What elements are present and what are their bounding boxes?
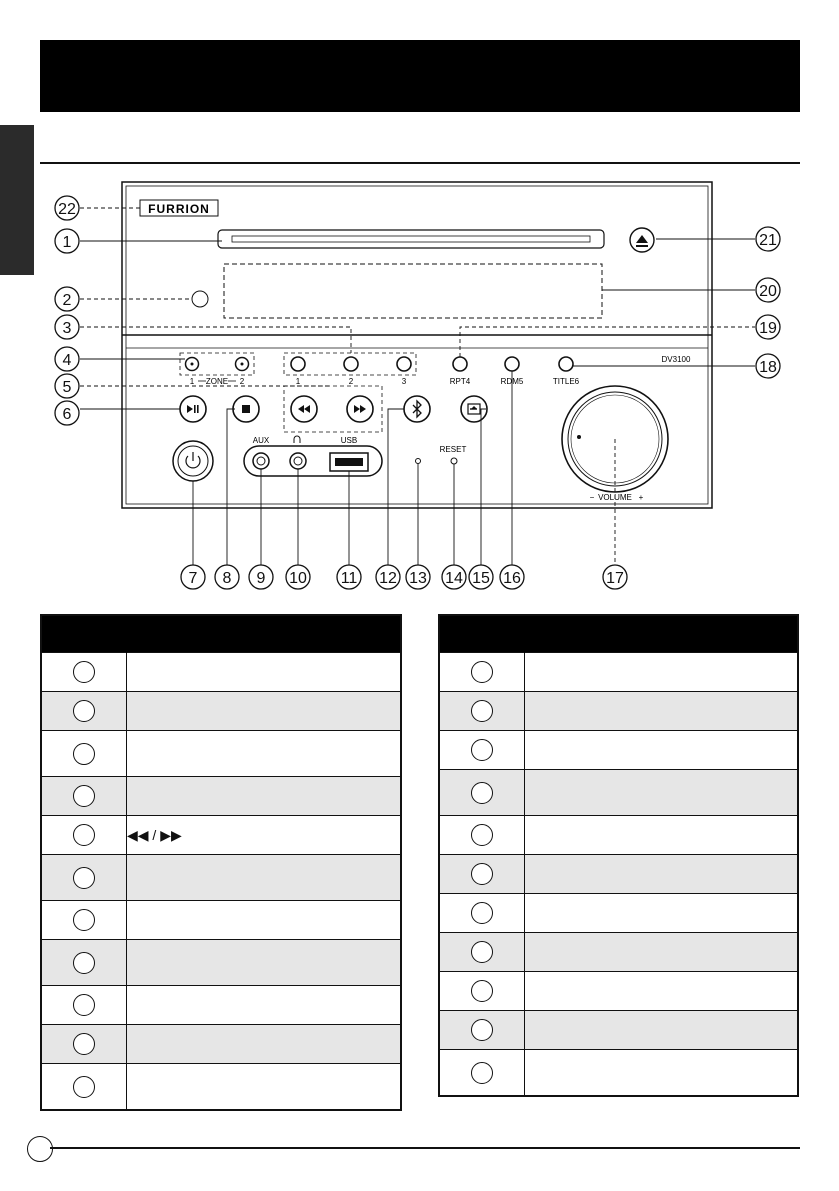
row-description [525, 692, 799, 731]
usb-label: USB [340, 436, 358, 445]
row-number-cell [41, 986, 127, 1025]
header-rule [40, 162, 800, 164]
table-row [439, 653, 798, 692]
table-row [41, 940, 401, 986]
row-number-circle [471, 824, 493, 846]
callout-1: 1 [62, 234, 72, 251]
callout-8: 8 [222, 570, 232, 587]
page-number-circle [27, 1136, 53, 1162]
preset-2-button [344, 357, 358, 371]
callout-9: 9 [256, 570, 266, 587]
table-row [41, 901, 401, 940]
row-number-cell [41, 901, 127, 940]
title-bar [40, 40, 800, 112]
rdm-label: RDM5 [500, 377, 524, 386]
row-description [127, 653, 402, 692]
callout-6: 6 [62, 406, 72, 423]
row-number-circle [471, 782, 493, 804]
row-number-circle [471, 863, 493, 885]
callout-19: 19 [759, 320, 777, 337]
table-row [41, 1064, 401, 1111]
row-number-cell [439, 972, 525, 1011]
row-number-cell [439, 933, 525, 972]
preset-1-label: 1 [295, 377, 301, 386]
row-number-cell [439, 653, 525, 692]
callout-14: 14 [445, 570, 463, 587]
row-description [127, 1064, 402, 1111]
table-row [41, 986, 401, 1025]
repeat-button [453, 357, 467, 371]
row-description [127, 986, 402, 1025]
row-number-circle [471, 902, 493, 924]
table-row [439, 1011, 798, 1050]
row-number-circle [471, 1019, 493, 1041]
row-number-circle [471, 739, 493, 761]
row-number-cell [41, 855, 127, 901]
row-description [127, 692, 402, 731]
table-row [41, 731, 401, 777]
preset-3-button [397, 357, 411, 371]
table-header-row [41, 615, 401, 653]
table-row [439, 1050, 798, 1097]
row-number-cell [41, 1025, 127, 1064]
row-description [525, 1050, 799, 1097]
row-description [525, 1011, 799, 1050]
row-description [525, 770, 799, 816]
row-number-cell [439, 894, 525, 933]
table-row [41, 816, 401, 855]
reset-label: RESET [439, 445, 467, 454]
brand-logo: FURRION [148, 202, 210, 216]
row-number-circle [73, 952, 95, 974]
callout-2: 2 [62, 292, 72, 309]
table-row [439, 731, 798, 770]
row-number-cell [439, 1050, 525, 1097]
row-number-circle [73, 824, 95, 846]
row-number-cell [439, 731, 525, 770]
callout-7: 7 [188, 570, 198, 587]
row-description [525, 653, 799, 692]
preset-3-label: 3 [401, 377, 407, 386]
callout-10: 10 [289, 570, 307, 587]
row-number-cell [439, 1011, 525, 1050]
volume-label: VOLUME [598, 493, 632, 502]
row-number-cell [41, 816, 127, 855]
table-row [439, 692, 798, 731]
table-row [439, 933, 798, 972]
table-row [41, 855, 401, 901]
row-number-cell [41, 777, 127, 816]
row-description [525, 855, 799, 894]
callout-21: 21 [759, 232, 777, 249]
row-number-circle [73, 661, 95, 683]
preset-1-button [291, 357, 305, 371]
row-number-circle [73, 743, 95, 765]
row-number-circle [73, 700, 95, 722]
callout-22: 22 [58, 201, 76, 218]
row-description [127, 940, 402, 986]
row-number-cell [41, 692, 127, 731]
row-number-cell [41, 1064, 127, 1111]
row-description [127, 901, 402, 940]
row-number-circle [73, 867, 95, 889]
table-row [439, 894, 798, 933]
row-number-circle [471, 980, 493, 1002]
row-number-circle [471, 941, 493, 963]
controls-table-left [40, 614, 402, 1111]
zone-1-label: 1 [189, 377, 195, 386]
row-number-cell [41, 653, 127, 692]
table-row [439, 816, 798, 855]
aux-label: AUX [252, 436, 270, 445]
callout-4: 4 [62, 352, 72, 369]
callout-3: 3 [62, 320, 72, 337]
table-row [439, 972, 798, 1011]
row-description [127, 855, 402, 901]
random-button [505, 357, 519, 371]
callout-13: 13 [409, 570, 427, 587]
callout-17: 17 [606, 570, 624, 587]
row-number-cell [439, 816, 525, 855]
zone-2-label: 2 [239, 377, 245, 386]
row-description [525, 972, 799, 1011]
row-description [525, 816, 799, 855]
row-number-circle [73, 909, 95, 931]
device-diagram [0, 170, 839, 595]
callout-20: 20 [759, 283, 777, 300]
stop-icon [242, 405, 250, 413]
table-row [439, 770, 798, 816]
preset-2-label: 2 [348, 377, 354, 386]
row-number-circle [471, 700, 493, 722]
row-number-circle [471, 661, 493, 683]
table-row [41, 692, 401, 731]
row-number-circle [73, 994, 95, 1016]
row-number-cell [41, 731, 127, 777]
row-number-cell [439, 855, 525, 894]
model-label: DV3100 [661, 355, 691, 364]
row-description [127, 777, 402, 816]
table-header-row [439, 615, 798, 653]
row-description [525, 933, 799, 972]
callout-11: 11 [340, 570, 358, 587]
rpt-label: RPT4 [449, 377, 471, 386]
table-row [41, 653, 401, 692]
callout-18: 18 [759, 359, 777, 376]
callout-16: 16 [503, 570, 521, 587]
row-description [127, 731, 402, 777]
row-number-circle [73, 1076, 95, 1098]
footer-rule [50, 1147, 800, 1149]
row-number-circle [73, 785, 95, 807]
row-description [525, 731, 799, 770]
table-row [41, 777, 401, 816]
table-row [439, 855, 798, 894]
zone-label: ZONE [205, 377, 229, 386]
row-number-circle [73, 1033, 95, 1055]
row-number-cell [41, 940, 127, 986]
table-row [41, 1025, 401, 1064]
title-button [559, 357, 573, 371]
volume-minus: − [589, 493, 595, 502]
title-label: TITLE6 [552, 377, 580, 386]
row-description: ◀◀ / ▶▶ [127, 816, 402, 855]
row-number-cell [439, 770, 525, 816]
volume-plus: + [638, 493, 644, 502]
callout-12: 12 [379, 570, 397, 587]
controls-table-right [438, 614, 799, 1097]
callout-15: 15 [472, 570, 490, 587]
row-description [525, 894, 799, 933]
callout-5: 5 [62, 379, 72, 396]
row-number-circle [471, 1062, 493, 1084]
row-description [127, 1025, 402, 1064]
row-number-cell [439, 692, 525, 731]
